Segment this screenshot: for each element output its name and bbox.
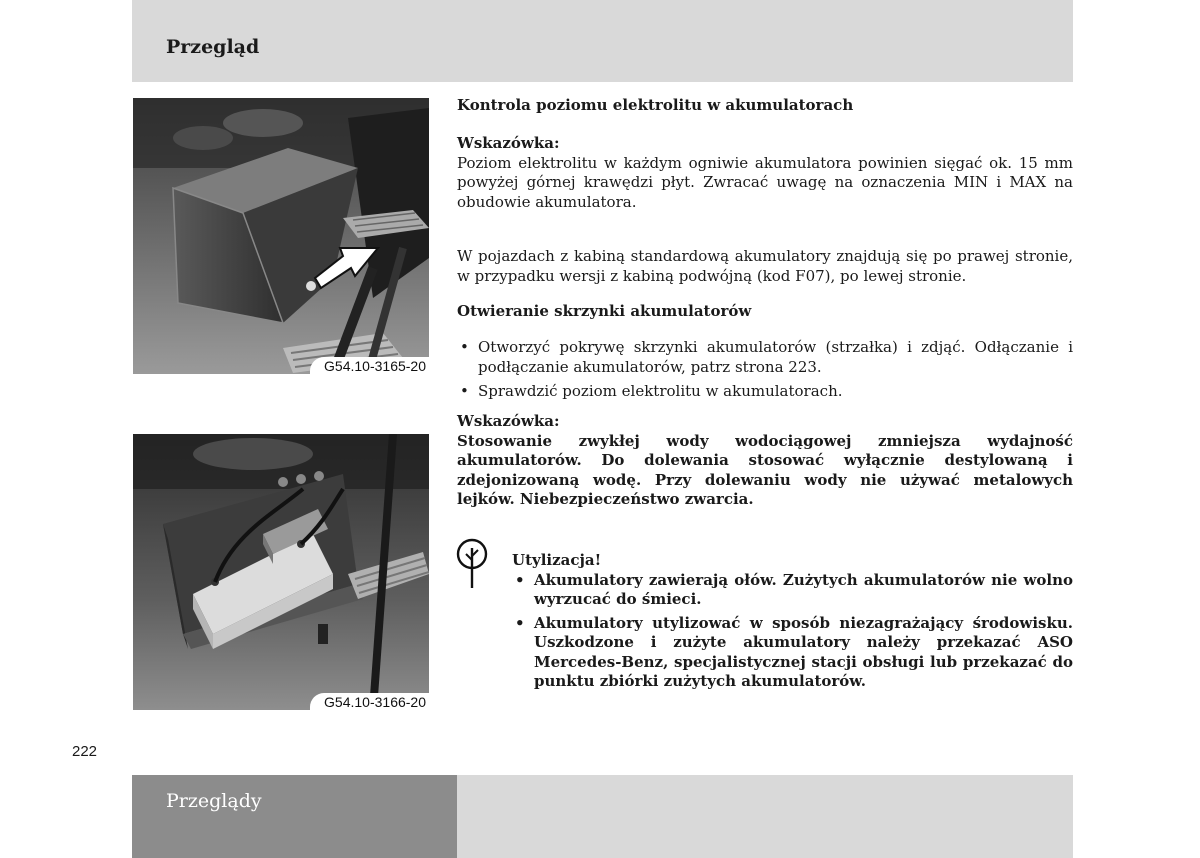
section-heading: Kontrola poziomu elektrolitu w akumulatorach [457, 96, 854, 114]
tree-environment-icon [456, 538, 488, 590]
list-item: • Otworzyć pokrywę skrzynki akumulatorów (strzałka) i zdjąć. Odłączanie i podłączanie akumulatorów, patrz strona 223. [457, 338, 1073, 377]
figure-code: G54.10-3165-20 [310, 357, 429, 374]
subheading: Otwieranie skrzynki akumulatorów [457, 302, 752, 320]
battery-box-closed-photo [133, 98, 429, 374]
note-text: Poziom elektrolitu w każdym ogniwie akumulatora powinien sięgać ok. 15 mm powyżej górnej krawędzi płyt. Zwracać uwagę na oznaczenia MIN i MAX na obudowie akumulatora. [457, 153, 1073, 211]
footer-tab [132, 775, 457, 858]
note-2 [457, 412, 1073, 510]
opening-section [457, 302, 1073, 322]
battery-box-open-photo [133, 434, 429, 710]
footer-title: Przeglądy [166, 790, 262, 812]
figure-code: G54.10-3166-20 [310, 693, 429, 710]
note-1 [457, 134, 1073, 212]
environment-note [512, 551, 1073, 696]
environment-title: Utylizacja! [512, 551, 602, 569]
footer-bar [457, 775, 1073, 858]
page-title: Przegląd [166, 36, 260, 58]
warning-text: Stosowanie zwykłej wody wodociągowej zmniejsza wydajność akumulatorów. Do dolewania stosować wyłącznie destylowaną i zdejonizowaną wodę. Przy dolewaniu wody nie używać metalowych lejków. Niebezpieczeństwo zwarcia. [457, 431, 1073, 508]
paragraph: W pojazdach z kabiną standardową akumulatory znajdują się po prawej stronie, w przypadku wersji z kabiną podwójną (kod F07), po lewej stronie. [457, 247, 1073, 285]
figure-battery-box-open [133, 434, 429, 710]
page-number: 222 [72, 743, 98, 760]
header-bar [132, 0, 1073, 82]
instruction-list [457, 338, 1073, 407]
note-label: Wskazówka: [457, 412, 560, 430]
list-item: • Akumulatory utylizować w sposób niezagrażający środowisku. Uszkodzone i zużyte akumulatory należy przekazać ASO Mercedes-Benz, specjalistycznej stacji obsługi lub przekazać do punktu zbiórki zużytych akumulatorów. [512, 614, 1073, 692]
location-paragraph [457, 247, 1073, 286]
list-item: • Akumulatory zawierają ołów. Zużytych akumulatorów nie wolno wyrzucać do śmieci. [512, 571, 1073, 610]
note-label: Wskazówka: [457, 134, 560, 152]
figure-battery-box-closed [133, 98, 429, 374]
section-title [457, 96, 1073, 116]
list-item: • Sprawdzić poziom elektrolitu w akumulatorach. [457, 382, 1073, 402]
